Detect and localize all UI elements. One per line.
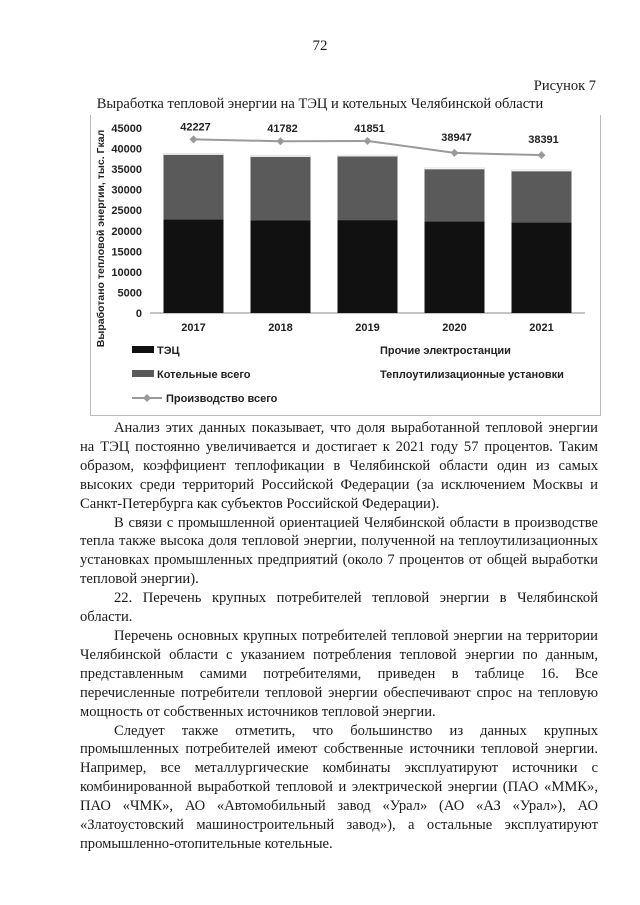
bar-segment <box>164 155 224 220</box>
bar-segment <box>164 219 224 313</box>
paragraph-own-sources: Следует также отметить, что большинство из данных крупных промышленных потребителей имеют собственные источники тепловой энергии. Например, все металлургические комбинаты эксплуатируют источники с комбинированной выработкой тепловой и электрической энергии (ПАО «ММК», ПАО «ЧМК», АО «Автомобильный завод «Урал» (АО «АЗ «Урал»), АО «Златоустовский машиностроительный завод»), а остальные эксплуатируют промышленно-отопительные котельные. <box>80 722 598 852</box>
x-tick-label: 2020 <box>442 322 467 334</box>
bar-segment <box>512 171 572 222</box>
bar-segment <box>164 153 224 154</box>
legend-swatch <box>132 370 154 377</box>
y-tick-label: 40000 <box>111 143 142 156</box>
x-tick-label: 2021 <box>529 322 554 334</box>
production-marker <box>364 137 372 145</box>
section-heading-22: 22. Перечень крупных потребителей тепловой энергии в Челябинской области. <box>80 590 598 626</box>
y-tick-label: 30000 <box>111 184 142 197</box>
legend-label: Теплоутилизационные установки <box>380 369 564 381</box>
legend-swatch <box>132 346 154 353</box>
data-label: 38947 <box>441 131 472 144</box>
y-tick-label: 15000 <box>111 246 142 259</box>
production-marker <box>190 135 198 143</box>
bar-segment <box>512 223 572 313</box>
bar-segment <box>425 169 485 221</box>
data-label: 38391 <box>528 134 559 147</box>
paragraph-utilization: В связи с промышленной ориентацией Челябинской области в производстве тепла также высока доля тепловой энергии, полученной на теплоутилизационных установках промышленных предприятий (около 7 процентов от общей выработки тепловой энергии). <box>80 514 598 588</box>
bar-segment <box>425 168 485 169</box>
y-tick-label: 45000 <box>111 123 142 135</box>
y-tick-label: 35000 <box>111 164 142 177</box>
y-tick-label: 25000 <box>111 205 142 218</box>
y-tick-label: 10000 <box>111 266 142 279</box>
y-tick-label: 0 <box>135 308 142 320</box>
data-label: 41782 <box>267 123 298 136</box>
y-axis-label: Выработано тепловой энергии, тыс. Гкал <box>95 129 107 348</box>
legend-label: ТЭЦ <box>157 345 180 357</box>
legend-label: Прочие электростанции <box>380 345 511 357</box>
legend-label: Производство всего <box>166 393 278 405</box>
x-tick-label: 2017 <box>181 322 206 334</box>
y-tick-label: 5000 <box>117 287 142 300</box>
bar-segment <box>251 157 311 221</box>
bar-segment <box>338 220 398 313</box>
x-tick-label: 2019 <box>355 322 380 334</box>
figure-label: Рисунок 7 <box>533 78 596 94</box>
bar-segment <box>425 221 485 313</box>
bar-segment <box>251 221 311 314</box>
x-tick-label: 2018 <box>268 322 293 334</box>
figure-title: Выработка тепловой энергии на ТЭЦ и котельных Челябинской области <box>96 96 544 112</box>
legend-marker-swatch <box>143 394 151 402</box>
paragraph-consumers-list: Перечень основных крупных потребителей тепловой энергии на территории Челябинской области с указанием потребления тепловой энергии по данным, представленным самими потребителями, приведен в таблице 16. Все перечисленные потребители тепловой энергии обеспечивают спрос на тепловую мощность от собственных источников тепловой энергии. <box>80 627 598 720</box>
bar-segment <box>338 155 398 156</box>
data-label: 42227 <box>180 121 211 134</box>
y-tick-label: 20000 <box>111 225 142 238</box>
bar-segment <box>512 170 572 171</box>
bar-segment <box>251 156 311 157</box>
heat-production-chart <box>90 115 600 415</box>
legend-label: Котельные всего <box>157 369 251 381</box>
production-marker <box>451 149 459 157</box>
production-marker <box>277 137 285 145</box>
page-number: 72 <box>312 38 328 54</box>
body-text <box>80 419 598 854</box>
paragraph-analysis: Анализ этих данных показывает, что доля выработанной тепловой энергии на ТЭЦ постоянно увеличивается и достигает к 2021 году 57 процентов. Таким образом, коэффициент теплофикации в Челябинской области один из самых высоких среди территорий Российской Федерации (за исключением Москвы и Санкт-Петербурга как субъектов Российской Федерации). <box>80 420 598 512</box>
bar-segment <box>338 156 398 220</box>
data-label: 41851 <box>354 122 385 135</box>
production-marker <box>538 151 546 159</box>
